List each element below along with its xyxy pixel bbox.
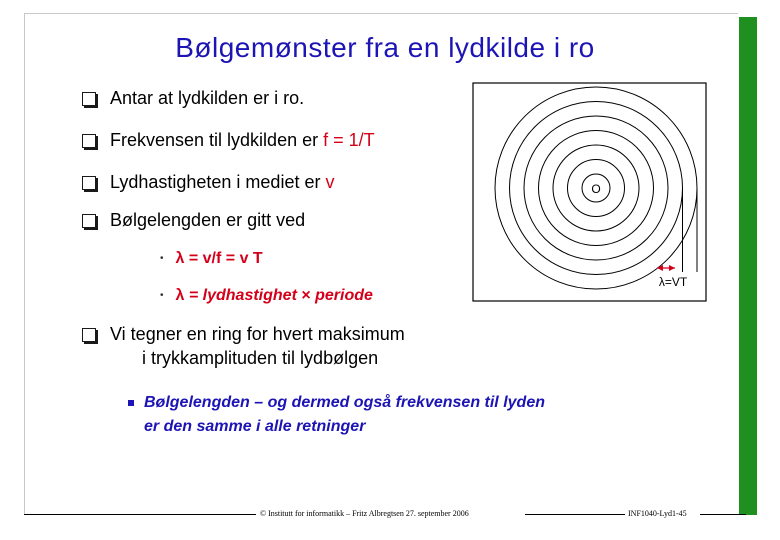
- bullet-4-text: Bølgelengden er gitt ved: [110, 210, 306, 230]
- slide-title: Bølgemønster fra en lydkilde i ro: [175, 32, 595, 63]
- concentric-wave-diagram: [472, 82, 707, 302]
- bullet-5-line-2: i trykkamplituden til lydbølgen: [142, 348, 379, 368]
- sub-item-2-text: = lydhastighet: [184, 287, 302, 304]
- sub-item-1: [160, 250, 263, 268]
- bullet-5: [82, 322, 405, 370]
- sub-item-2: [160, 287, 373, 305]
- wavelength-label: λ=VT: [658, 275, 688, 289]
- bullet-4: [82, 210, 305, 231]
- bullet-2-text: Frekvensen til lydkilden er: [110, 130, 324, 150]
- footer-page-id: INF1040-Lyd1-45: [628, 509, 687, 518]
- footer-copyright: © Institutt for informatikk – Fritz Albregtsen 27. september 2006: [260, 509, 469, 518]
- checkbox-bullet-icon: [82, 92, 96, 106]
- sub-item-2-symbol: λ: [175, 287, 185, 304]
- sub-item-2-times: ×: [301, 287, 311, 304]
- bullet-1-text: Antar at lydkilden er i ro.: [110, 88, 305, 108]
- dot-bullet-icon: •: [160, 253, 164, 265]
- footer-line-middle: [525, 514, 625, 515]
- square-bullet-icon: [128, 400, 134, 406]
- note-line-1: Bølgelengden – og dermed også frekvensen til lyden: [144, 394, 545, 411]
- bullet-3-text: Lydhastigheten i mediet er: [110, 172, 326, 192]
- footer-line-left: [24, 514, 256, 515]
- frame-top-line: [24, 13, 738, 14]
- note-item: [128, 391, 545, 439]
- checkbox-bullet-icon: [82, 214, 96, 228]
- bullet-2: [82, 130, 375, 151]
- bullet-2-formula: f = 1/T: [323, 130, 375, 150]
- footer-line-right: [700, 514, 746, 515]
- arrow-head-right-icon: [669, 265, 675, 271]
- bullet-3: [82, 172, 334, 193]
- frame-left-line: [24, 13, 25, 515]
- sub-item-1-text: = v/f = v T: [184, 250, 263, 267]
- bullet-5-line-1: Vi tegner en ring for hvert maksimum: [110, 324, 405, 344]
- sub-item-2-text2: periode: [310, 287, 373, 304]
- sidebar-accent-bar: [739, 17, 757, 515]
- note-line-2: er den samme i alle retninger: [144, 418, 366, 435]
- checkbox-bullet-icon: [82, 328, 96, 342]
- source-label: O: [591, 182, 601, 196]
- checkbox-bullet-icon: [82, 176, 96, 190]
- checkbox-bullet-icon: [82, 134, 96, 148]
- bullet-1: [82, 88, 304, 109]
- bullet-3-symbol: v: [325, 172, 335, 192]
- dot-bullet-icon: •: [160, 290, 164, 302]
- sub-item-1-symbol: λ: [175, 250, 185, 267]
